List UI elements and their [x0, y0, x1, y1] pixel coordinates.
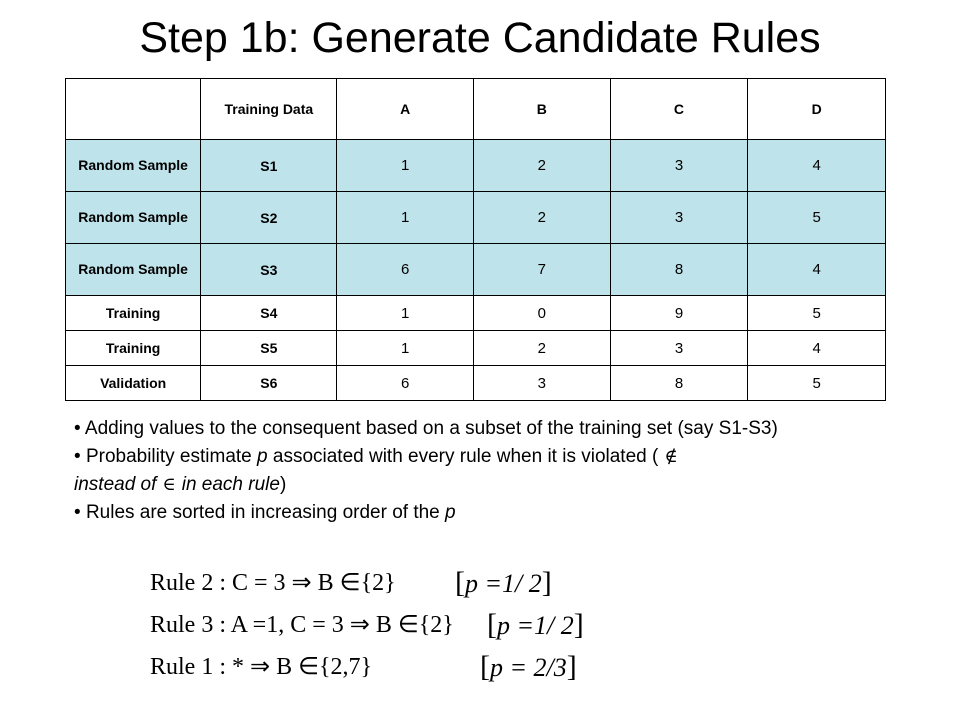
- cell-d: 5: [748, 366, 886, 401]
- cell-b: 2: [474, 140, 611, 192]
- bullet-marker: •: [74, 502, 86, 523]
- header-b: B: [474, 79, 611, 140]
- cell-b: 0: [474, 296, 611, 331]
- table-row: [66, 244, 886, 296]
- element-of-symbol: ∈: [162, 474, 176, 495]
- cell-d: 4: [748, 331, 886, 366]
- rule-row: [150, 562, 610, 604]
- sample-id: S2: [201, 192, 337, 244]
- rule-expression: Rule 3 : A =1, C = 3 ⇒ B ∈{2}: [150, 612, 454, 638]
- row-label: Random Sample: [66, 140, 201, 192]
- cell-d: 5: [748, 296, 886, 331]
- bullet-text: Rules are sorted in increasing order of the: [85, 502, 446, 523]
- row-label: Random Sample: [66, 244, 201, 296]
- cell-c: 9: [610, 296, 748, 331]
- cell-d: 5: [748, 192, 886, 244]
- bullet-list: [74, 415, 844, 527]
- cell-c: 8: [610, 366, 748, 401]
- rule-row: [150, 646, 610, 688]
- table-row: [66, 296, 886, 331]
- table-row: [66, 140, 886, 192]
- bullet-item: [74, 443, 844, 499]
- rule-expression: Rule 1 : * ⇒ B ∈{2,7}: [150, 654, 373, 680]
- rule-expression: Rule 2 : C = 3 ⇒ B ∈{2}: [150, 570, 396, 596]
- cell-d: 4: [748, 244, 886, 296]
- header-d: D: [748, 79, 886, 140]
- sample-id: S5: [201, 331, 337, 366]
- row-label: Training: [66, 331, 201, 366]
- p-variable: p: [445, 502, 456, 523]
- table-row: [66, 366, 886, 401]
- cell-b: 7: [474, 244, 611, 296]
- cell-a: 1: [337, 331, 474, 366]
- cell-c: 3: [610, 331, 748, 366]
- rule-list: [150, 562, 610, 688]
- rule-probability: [p =1/ 2]: [455, 566, 552, 599]
- header-corner: [66, 79, 201, 140]
- bullet-marker: •: [74, 418, 85, 439]
- table-row: [66, 331, 886, 366]
- rule-probability-value: p =1/ 2: [497, 611, 574, 640]
- p-variable: p: [257, 446, 268, 467]
- training-data-table: [65, 78, 886, 401]
- bullet-marker: •: [74, 446, 86, 467]
- bullet-text: instead of: [74, 474, 157, 495]
- cell-a: 1: [337, 296, 474, 331]
- row-label: Validation: [66, 366, 201, 401]
- row-label: Training: [66, 296, 201, 331]
- cell-b: 2: [474, 331, 611, 366]
- cell-c: 3: [610, 140, 748, 192]
- bullet-text: Probability estimate: [85, 446, 258, 467]
- cell-a: 1: [337, 140, 474, 192]
- sample-id: S4: [201, 296, 337, 331]
- cell-a: 6: [337, 366, 474, 401]
- header-c: C: [610, 79, 748, 140]
- bullet-text: ): [279, 474, 287, 495]
- cell-c: 3: [610, 192, 748, 244]
- cell-d: 4: [748, 140, 886, 192]
- bullet-text: in each rule: [181, 474, 280, 495]
- not-element-of-symbol: ∉: [664, 446, 678, 467]
- rule-probability: [p = 2/3]: [480, 650, 577, 683]
- cell-b: 2: [474, 192, 611, 244]
- table-row: [66, 192, 886, 244]
- cell-a: 6: [337, 244, 474, 296]
- bullet-text: Adding values to the consequent based on a subset of the training set (say S1-S3): [84, 418, 778, 439]
- bullet-item: [74, 415, 844, 443]
- sample-id: S3: [201, 244, 337, 296]
- bullet-text: associated with every rule when it is violated (: [267, 446, 659, 467]
- header-training-data: Training Data: [201, 79, 337, 140]
- rule-probability-value: p =1/ 2: [465, 569, 542, 598]
- cell-a: 1: [337, 192, 474, 244]
- slide-title: Step 1b: Generate Candidate Rules: [139, 14, 821, 62]
- rule-row: [150, 604, 610, 646]
- bullet-item: [74, 499, 844, 527]
- header-a: A: [337, 79, 474, 140]
- sample-id: S6: [201, 366, 337, 401]
- sample-id: S1: [201, 140, 337, 192]
- cell-b: 3: [474, 366, 611, 401]
- row-label: Random Sample: [66, 192, 201, 244]
- table-header-row: [66, 79, 886, 140]
- cell-c: 8: [610, 244, 748, 296]
- rule-probability: [p =1/ 2]: [487, 608, 584, 641]
- rule-probability-value: p = 2/3: [490, 653, 567, 682]
